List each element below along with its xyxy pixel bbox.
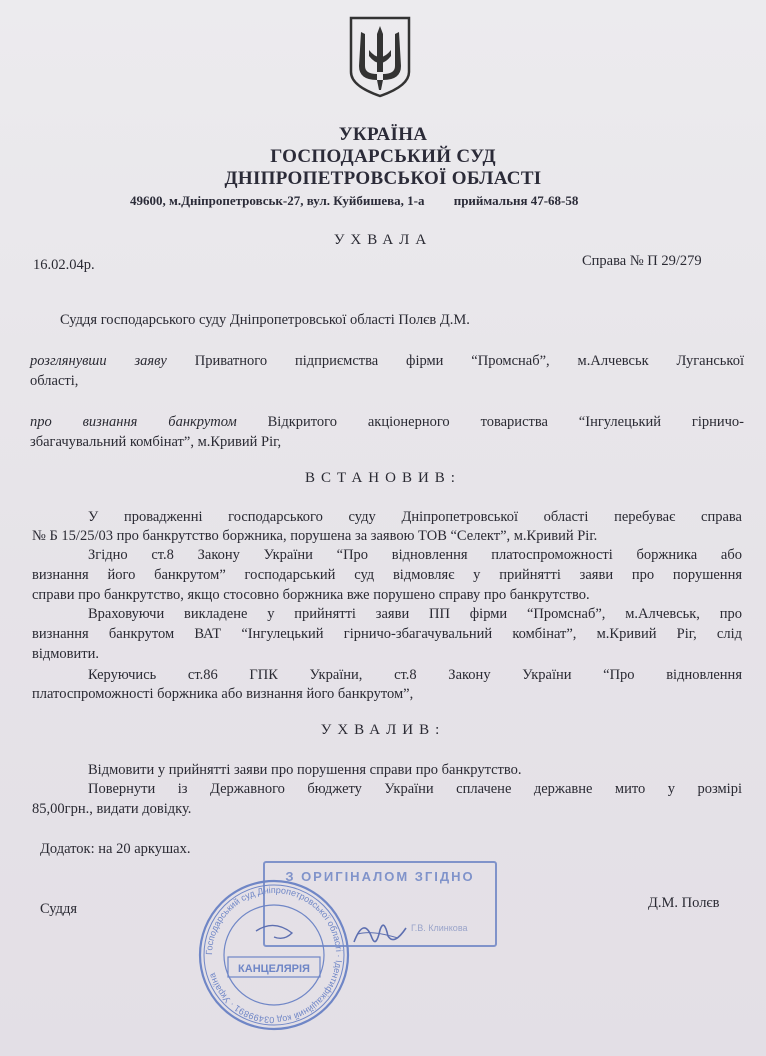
seal-ring-text: Господарський суд Дніпропетровської області · Ідентифікаційний код 03499891 · Україна [203, 884, 345, 1026]
header-address: 49600, м.Дніпропетровськ-27, вул. Куйбишева, 1-а [130, 193, 425, 208]
header-country: УКРАЇНА [338, 124, 428, 145]
seal-center-text: КАНЦЕЛЯРІЯ [238, 963, 310, 975]
established-p1-line-1: У провадженні господарського суду Дніпропетровської області перебуває справа [88, 509, 742, 525]
case-number: Справа № П 29/279 [582, 253, 702, 269]
consider-line-1 [30, 352, 744, 371]
bankruptcy-line-1 [30, 413, 744, 432]
decided-heading: УХВАЛИВ: [320, 722, 446, 738]
consider-text-2: області, [30, 373, 79, 389]
chancellery-seal [196, 875, 352, 1035]
consider-label: розглянувши заяву [30, 353, 167, 369]
established-p2-line-3: справи про банкрутство, якщо стосовно боржника вже порушено справу про банкрутство. [32, 587, 590, 603]
signature-name: Д.М. Полєв [648, 895, 720, 911]
established-p1-line-2: № Б 15/25/03 про банкрутство боржника, порушена за заявою ТОВ “Селект”, м.Кривий Ріг. [32, 528, 598, 544]
bankruptcy-text-1: Відкритого акціонерного товариства “Інгулецький гірничо- [267, 414, 745, 430]
judge-line: Суддя господарського суду Дніпропетровської області Полєв Д.М. [60, 312, 470, 328]
established-p3-line-1: Враховуючи викладене у прийнятті заяви ПП фірми “Промснаб”, м.Алчевськ, про [88, 606, 742, 622]
header-region: ДНІПРОПЕТРОВСЬКОЇ ОБЛАСТІ [224, 168, 542, 189]
decided-item-1: Відмовити у прийнятті заяви про порушення справи про банкрутство. [88, 762, 522, 778]
established-p2-line-1: Згідно ст.8 Закону України “Про відновлення платоспроможності боржника або [88, 547, 742, 563]
decided-item-2-line-2: 85,00грн., видати довідку. [32, 801, 192, 817]
signature-role: Суддя [40, 901, 78, 917]
document-title: УХВАЛА [333, 232, 433, 248]
trident-emblem-icon [347, 14, 413, 98]
original-copy-stamp-text: З ОРИГІНАЛОМ ЗГІДНО [285, 869, 475, 884]
consider-text-1: Приватного підприємства фірми “Промснаб”, м.Алчевськ Луганської [194, 353, 745, 369]
bankruptcy-label: про визнання банкрутом [30, 414, 237, 430]
attachment-note: Додаток: на 20 аркушах. [40, 841, 191, 857]
handwritten-signature-icon [350, 912, 410, 952]
original-copy-stamp-name: Г.В. Клинкова [411, 923, 468, 933]
header-address-line [130, 193, 578, 209]
decided-item-2-line-1: Повернути із Державного бюджету України сплачене державне мито у розмірі [88, 781, 742, 797]
established-heading: ВСТАНОВИВ: [305, 470, 461, 486]
header-reception: приймальня 47-68-58 [453, 193, 579, 208]
established-p3-line-3: відмовити. [32, 646, 100, 662]
established-p2-line-2: визнання його банкрутом” господарський суд відмовляє у прийнятті заяви про порушення [32, 567, 742, 583]
established-p4-line-2: платоспроможності боржника або визнання його банкрутом”, [32, 686, 414, 702]
header-court: ГОСПОДАРСЬКИЙ СУД [270, 146, 496, 167]
bankruptcy-text-2: збагачувальний комбінат”, м.Кривий Ріг, [30, 434, 282, 450]
established-p4-line-1: Керуючись ст.86 ГПК України, ст.8 Закону України “Про відновлення [88, 667, 742, 683]
established-p3-line-2: визнання банкрутом ВАТ “Інгулецький гірничо-збагачувальний комбінат”, м.Кривий Ріг, слід [32, 626, 742, 642]
document-date: 16.02.04р. [33, 257, 95, 273]
